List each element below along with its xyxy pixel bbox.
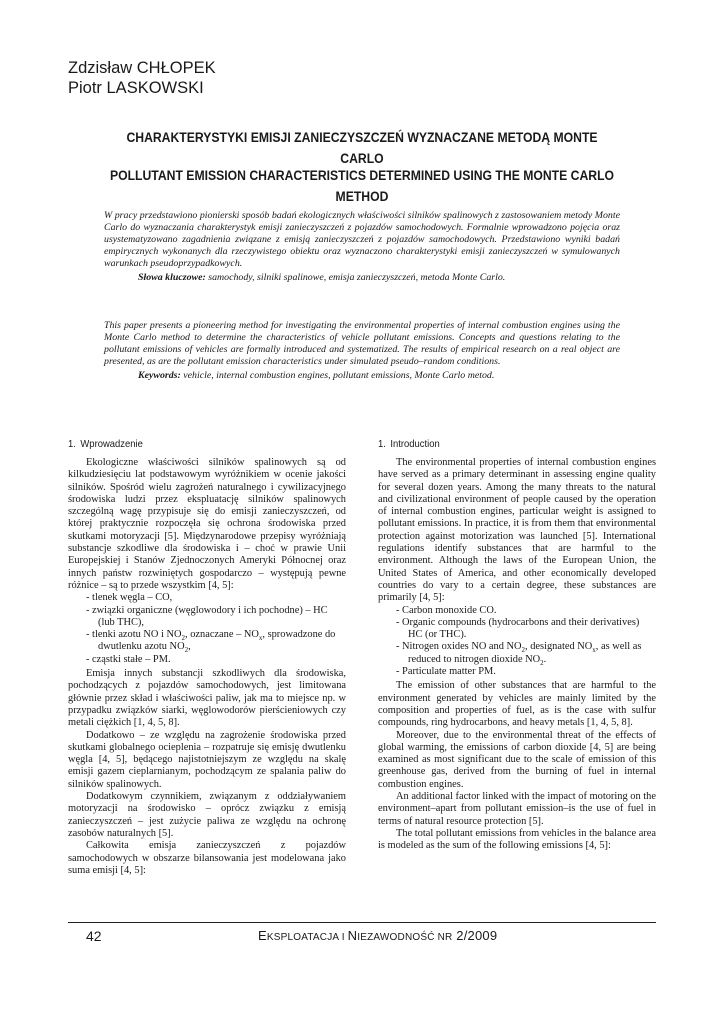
abstract-text: W pracy przedstawiono pionierski sposób badań ekologicznych właściwości silników spalinowych z zastosowaniem metody Monte Carlo do wyznaczania charakterystyk emisji zanieczyszczeń z pojazdów samochodowych. Formalnie wprowadzono pojęcia oraz usystematyzowano zagadnienia związane z emisją zanieczyszczeń z pojazdów samochodowych. Przedstawiono wyniki badań empirycznych wykonanych dla rzeczywistego obiektu oraz wyznaczono charakterystyki emisji zanieczyszczeń w symulowanych warunkach pseudoprzypadkowych.	[104, 210, 620, 269]
authors	[68, 58, 216, 98]
abstract-text: This paper presents a pioneering method for investigating the environmental properties of internal combustion engines using the Monte Carlo method to determine the characteristics of vehicle pollutant emissions. Concepts and questions relating to the pollutant emissions of vehicles are formally introduced and systematized. The results of empirical research on a real object are presented, as are the pollutant emission characteristics under simulated pseudo–random conditions.	[104, 320, 620, 367]
journal-name: EKSPLOATACJA I NIEZAWODNOŚĆ NR 2/2009	[258, 928, 498, 943]
keywords-text: samochody, silniki spalinowe, emisja zanieczyszczeń, metoda Monte Carlo.	[205, 271, 506, 283]
page-number: 42	[86, 928, 102, 944]
column-polish	[68, 438, 346, 877]
title-polish: CHARAKTERYSTYKI EMISJI ZANIECZYSZCZEŃ WYZNACZANE METODĄ MONTE CARLO	[126, 130, 598, 167]
abstract-polish	[104, 210, 620, 283]
substance-list	[378, 605, 656, 679]
list-item: - cząstki stałe – PM.	[86, 653, 171, 665]
substance-list	[68, 592, 346, 666]
list-item: - Organic compounds (hydrocarbons and their derivatives) HC (or THC).	[396, 616, 640, 641]
paragraph: Ekologiczne właściwości silników spalinowych są od kilkudziesięciu lat podstawowym wyróżnikiem w ocenie jakości silników. Spośród wielu zagrożeń naturalnego i cywilizacyjnego środowiska ludzi przez ekspluatację silników spalinowych szczególną wagę przypisuje się do emisji zanieczyszczeń, od której praktycznie rozpoczęła się ochrona środowiska przed skutkami motoryzacji [5]. Międzynarodowe przepisy wyróżniają substancje szkodliwe dla środowiska i – choć w prawie Unii Europejskiej i Stanów Zjednoczonych Ameryki Północnej oraz innych państw rozwiniętych gospodarczo – występują pewne różnice – są to przede wszystkim [4, 5]:	[68, 457, 346, 591]
paragraph: The environmental properties of internal combustion engines have served as a primary determinant in assessing engine quality for several dozen years. Among the many threats to the natural and civilizational environment of people caused by the operation of internal combustion engines, particular weight is assigned to pollutant emissions. In practice, it is from them that environmental protection against motorization was launched [5]. International regulations identify substances that are harmful to the environment. Although the laws of the European Union, the United States of America, and other economically developed countries do vary to a certain degree, these substances are primarily [4, 5]:	[378, 457, 656, 604]
paragraph: Całkowita emisja zanieczyszczeń z pojazdów samochodowych w obszarze bilansowania jest modelowana jako suma emisji [4, 5]:	[68, 840, 346, 876]
paragraph: The total pollutant emissions from vehicles in the balance area is modeled as the sum of the following emissions [4, 5]:	[378, 827, 656, 852]
section-number: 1.	[68, 438, 76, 450]
keywords-label: Słowa kluczowe:	[138, 271, 206, 283]
keywords-polish	[104, 272, 620, 284]
abstract-english	[104, 320, 620, 382]
paragraph: Moreover, due to the environmental threat of the effects of global warming, the emissions of carbon dioxide [4, 5] are being examined as most significant due to the scale of emission of this greenhouse gas, derived from the burning of fuel in internal combustion engines.	[378, 729, 656, 790]
paragraph: Emisja innych substancji szkodliwych dla środowiska, pochodzących z pojazdów samochodowych, jest limitowana głównie przez skład i właściwości paliw, jak ma to miejsce np. w przypadku związków siarki, węglowodorów pierścieniowych czy metali ciężkich [1, 4, 5, 8].	[68, 668, 346, 729]
keywords-text: vehicle, internal combustion engines, pollutant emissions, Monte Carlo metod.	[180, 369, 495, 381]
keywords-english	[104, 370, 620, 382]
paragraph: Dodatkowo – ze względu na zagrożenie środowiska przed skutkami globalnego ocieplenia – rozpatruje się emisję dwutlenku węgla [4, 5], będącego najistotniejszym ze względu na skalę emisji gazem cieplarnianym, pochodzącym ze spalania paliw do silników spalinowych.	[68, 729, 346, 790]
list-item: - Nitrogen oxides NO and $NO_2$, designated $NO_x$, as well as reduced to nitrogen dioxide $NO_2$.	[396, 641, 642, 667]
section-title: Wprowadzenie	[80, 438, 143, 450]
author-name: Zdzisław CHŁOPEK	[68, 59, 216, 77]
paragraph: The emission of other substances that are harmful to the environment generated by vehicles are mainly limited by the composition and properties of fuel, as is the case with sulfur compounds, ring hydrocarbons, and heavy metals [1, 4, 5, 8].	[378, 680, 656, 729]
section-heading	[68, 438, 318, 450]
list-item: - tlenki azotu NO i $NO_2$, oznaczane – $NO_x$, sprowadzone do dwutlenku azotu $NO_2$,	[86, 629, 336, 655]
list-item: - Particulate matter PM.	[396, 666, 496, 678]
title-english: POLLUTANT EMISSION CHARACTERISTICS DETERMINED USING THE MONTE CARLO METHOD	[109, 168, 615, 205]
column-english	[378, 438, 656, 853]
keywords-label: Keywords:	[138, 369, 181, 381]
paragraph: An additional factor linked with the impact of motoring on the environment–apart from pollutant emission–is the use of fuel in terms of natural resource protection [5].	[378, 791, 656, 827]
footer-divider	[68, 922, 656, 923]
section-heading	[378, 438, 628, 450]
section-number: 1.	[378, 438, 386, 450]
paragraph: Dodatkowym czynnikiem, związanym z oddziaływaniem motoryzacji na środowisko – oprócz związku z emisją zanieczyszczeń – jest zużycie paliwa ze względu na ochronę zasobów naturalnych [5].	[68, 791, 346, 839]
list-item: - związki organiczne (węglowodory i ich pochodne) – HC (lub THC),	[86, 604, 328, 628]
section-title: Introduction	[390, 438, 440, 450]
list-item: - Carbon monoxide CO.	[396, 604, 497, 616]
list-item: - tlenek węgla – CO,	[86, 592, 173, 604]
author-name: Piotr LASKOWSKI	[68, 79, 204, 97]
